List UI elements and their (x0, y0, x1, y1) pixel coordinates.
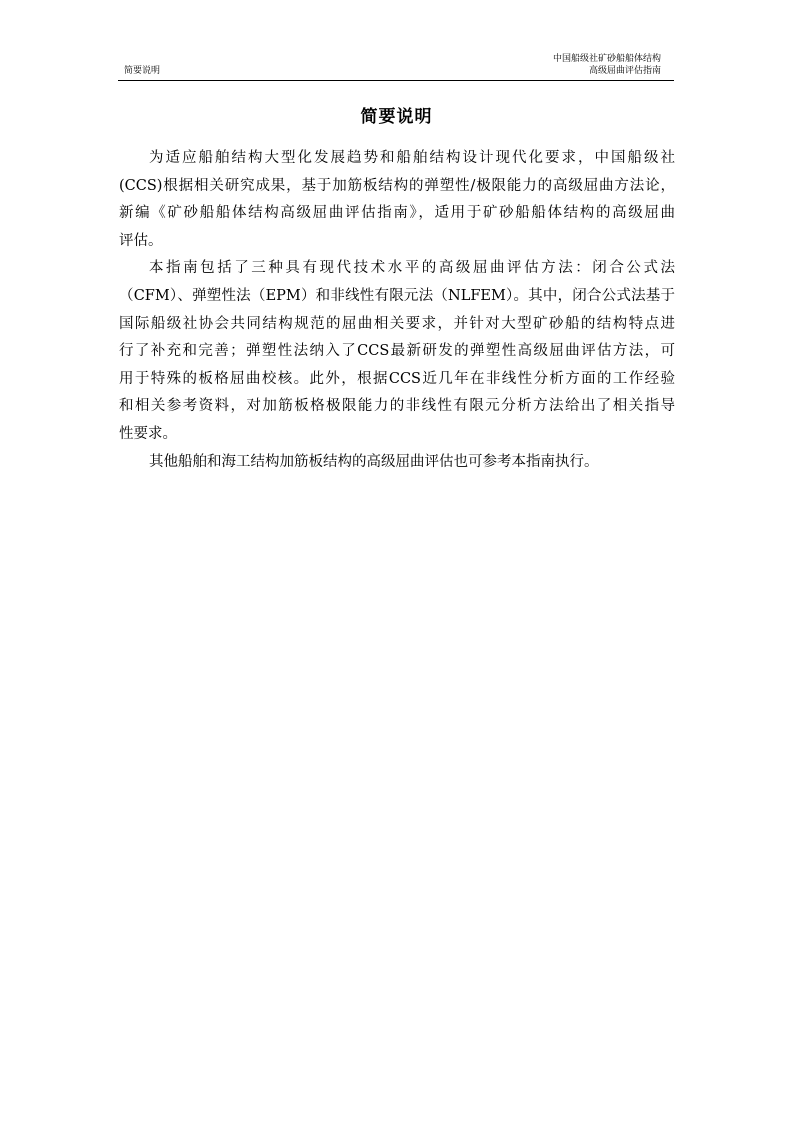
header-title-line-2: 高级屈曲评估指南 (588, 66, 661, 76)
paragraph-line: 和相关参考资料，对加筋板格极限能力的非线性有限元分析方法给出了相关指导 (119, 398, 675, 415)
header-document-title (553, 53, 661, 77)
page-title: 简要说明 (360, 107, 433, 127)
paragraph-line: 性要求。 (119, 425, 177, 442)
paragraph-2 (119, 255, 675, 448)
paragraph-line: 本指南包括了三种具有现代技术水平的高级屈曲评估方法：闭合公式法 (149, 260, 675, 277)
paragraph-line: 行了补充和完善；弹塑性法纳入了CCS最新研发的弹塑性高级屈曲评估方法，可 (119, 343, 675, 360)
paragraph-3 (119, 449, 675, 477)
body-text (119, 145, 675, 476)
paragraph-1 (119, 145, 675, 255)
paragraph-line: (CCS)根据相关研究成果，基于加筋板结构的弹塑性/极限能力的高级屈曲方法论， (119, 177, 675, 194)
header-title-line-1: 中国船级社矿砂船船体结构 (552, 54, 661, 64)
paragraph-line: 用于特殊的板格屈曲校核。此外，根据CCS近几年在非线性分析方面的工作经验 (119, 370, 675, 387)
paragraph-line: （CFM）、弹塑性法（EPM）和非线性有限元法（NLFEM）。其中，闭合公式法基于 (119, 287, 675, 304)
paragraph-line: 国际船级社协会共同结构规范的屈曲相关要求，并针对大型矿砂船的结构特点进 (119, 315, 675, 332)
paragraph-line: 评估。 (119, 232, 163, 249)
header-section-label: 简要说明 (124, 66, 161, 76)
paragraph-line: 为适应船舶结构大型化发展趋势和船舶结构设计现代化要求，中国船级社 (149, 150, 675, 166)
paragraph-line: 其他船舶和海工结构加筋板结构的高级屈曲评估也可参考本指南执行。 (149, 453, 599, 470)
page-header (118, 52, 674, 81)
paragraph-line: 新编《矿砂船船体结构高级屈曲评估指南》，适用于矿砂船船体结构的高级屈曲 (119, 205, 675, 222)
